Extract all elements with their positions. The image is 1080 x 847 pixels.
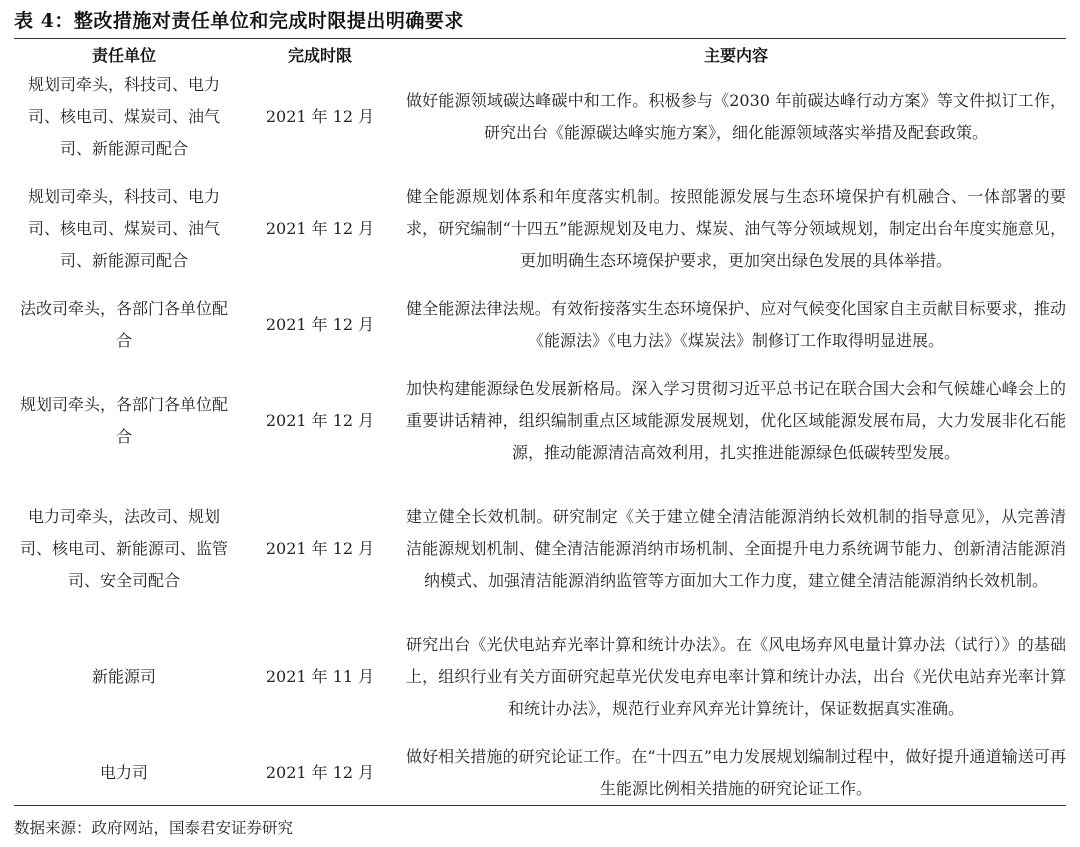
table-row <box>14 357 1066 485</box>
unit-cell: 规划司牵头，科技司、电力司、核电司、煤炭司、油气司、新能源司配合 <box>27 75 220 158</box>
unit-cell: 法改司牵头，各部门各单位配合 <box>19 299 228 350</box>
date-cell: 2021 年 11 月 <box>265 667 375 686</box>
table-row <box>14 293 1066 357</box>
table-row <box>14 613 1066 741</box>
date-cell: 2021 年 12 月 <box>265 763 375 782</box>
content-cell: 研究出台《光伏电站弃光率计算和统计办法》。在《风电场弃风电量计算办法（试行）》的基础上，组织行业有关方面研究起草光伏发电弃电率计算和统计办法，出台《光伏电站弃光率计算和统计办法》，规范行业弃风弃光计算统计，保证数据真实准确。 <box>406 635 1066 718</box>
date-cell: 2021 年 12 月 <box>265 539 375 558</box>
table-row <box>14 741 1066 806</box>
table-header-row <box>14 39 1066 70</box>
content-cell: 建立健全长效机制。研究制定《关于建立健全清洁能源消纳长效机制的指导意见》，从完善清洁能源规划机制、健全清洁能源消纳市场机制、全面提升电力系统调节能力、创新清洁能源消纳模式、加强清洁能源消纳监管等方面加大工作力度，建立健全清洁能源消纳长效机制。 <box>406 507 1066 590</box>
unit-cell: 新能源司 <box>91 667 156 686</box>
date-cell: 2021 年 12 月 <box>265 107 375 126</box>
content-cell: 做好相关措施的研究论证工作。在“十四五”电力发展规划编制过程中，做好提升通道输送可再生能源比例相关措施的研究论证工作。 <box>406 747 1066 798</box>
table-row <box>14 485 1066 613</box>
header-content: 主要内容 <box>703 45 768 65</box>
unit-cell: 规划司牵头，各部门各单位配合 <box>19 395 228 446</box>
unit-cell: 电力司 <box>99 763 148 782</box>
data-source-note: 数据来源：政府网站，国泰君安证券研究 <box>14 819 294 837</box>
measures-table <box>14 38 1066 806</box>
table-row <box>14 165 1066 293</box>
table-row <box>14 69 1066 165</box>
date-cell: 2021 年 12 月 <box>265 315 375 334</box>
date-cell: 2021 年 12 月 <box>265 219 375 238</box>
date-cell: 2021 年 12 月 <box>265 411 375 430</box>
content-cell: 健全能源法律法规。有效衔接落实生态环境保护、应对气候变化国家自主贡献目标要求，推动《能源法》《电力法》《煤炭法》制修订工作取得明显进展。 <box>406 299 1066 350</box>
content-cell: 健全能源规划体系和年度落实机制。按照能源发展与生态环境保护有机融合、一体部署的要求，研究编制“十四五”能源规划及电力、煤炭、油气等分领域规划，制定出台年度实施意见，更加明确生态环境保护要求，更加突出绿色发展的具体举措。 <box>406 187 1066 270</box>
content-cell: 做好能源领域碳达峰碳中和工作。积极参与《2030 年前碳达峰行动方案》等文件拟订工作，研究出台《能源碳达峰实施方案》，细化能源领域落实举措及配套政策。 <box>406 91 1066 142</box>
table-caption: 表 4：整改措施对责任单位和完成时限提出明确要求 <box>14 10 464 32</box>
header-date: 完成时限 <box>287 45 352 65</box>
header-unit: 责任单位 <box>91 45 156 65</box>
content-cell: 加快构建能源绿色发展新格局。深入学习贯彻习近平总书记在联合国大会和气候雄心峰会上的重要讲话精神，组织编制重点区域能源发展规划，优化区域能源发展布局，大力发展非化石能源，推动能源清洁高效利用，扎实推进能源绿色低碳转型发展。 <box>406 379 1066 462</box>
unit-cell: 电力司牵头，法改司、规划司、核电司、新能源司、监管司、安全司配合 <box>19 507 228 590</box>
unit-cell: 规划司牵头，科技司、电力司、核电司、煤炭司、油气司、新能源司配合 <box>27 187 220 270</box>
